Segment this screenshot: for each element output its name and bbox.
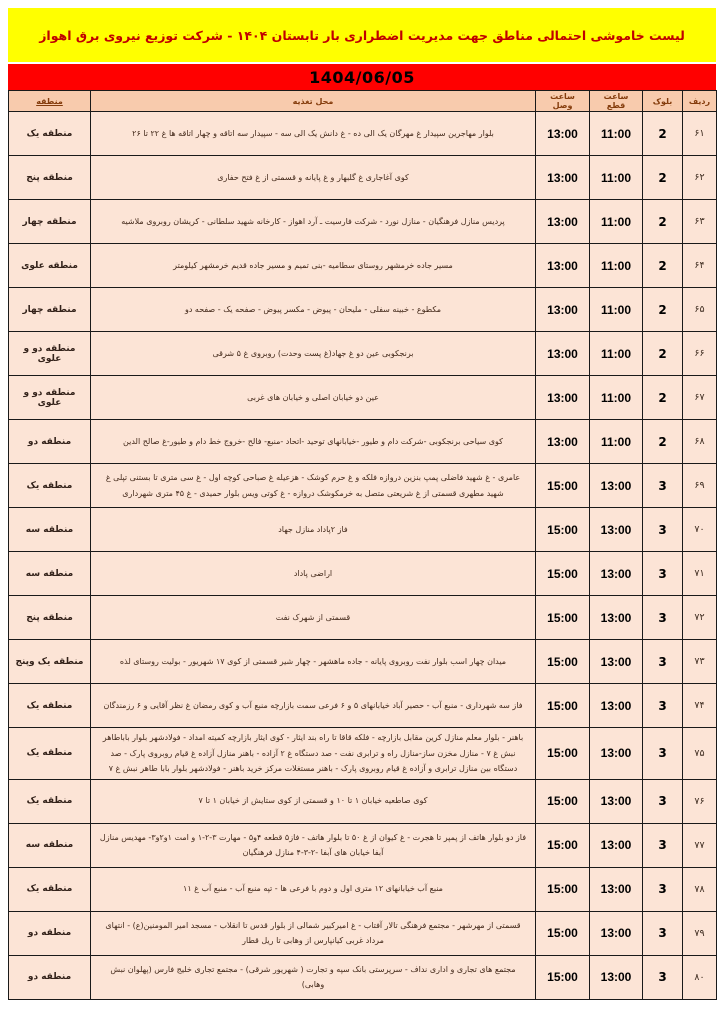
row-number-cell: ۶۴	[683, 244, 717, 288]
block-cell: 3	[643, 728, 683, 780]
block-cell: 2	[643, 288, 683, 332]
table-row	[9, 244, 717, 288]
connect-time-cell: 15:00	[536, 684, 590, 728]
page-title: لیست خاموشی احتمالی مناطق جهت مدیریت اضطراری بار تابستان ۱۴۰۴ - شرکت توزیع نیروی برق اهواز	[39, 27, 685, 43]
table-row	[9, 376, 717, 420]
location-cell: مجتمع های تجاری و اداری نداف - سرپرستی بانک سپه و تجارت ( شهریور شرقی) - مجتمع تجاری خلیج فارس (پهلوان نبش وهابی)	[91, 955, 536, 999]
cut-time-cell: 11:00	[590, 288, 643, 332]
table-row	[9, 508, 717, 552]
col-header-connect-time-label: ساعت وصل	[550, 92, 575, 110]
table-row	[9, 200, 717, 244]
block-cell: 3	[643, 779, 683, 823]
block-cell: 3	[643, 552, 683, 596]
region-cell: منطقه چهار	[9, 200, 91, 244]
table-row	[9, 420, 717, 464]
block-cell: 3	[643, 596, 683, 640]
row-number-cell: ۷۶	[683, 779, 717, 823]
block-cell: 3	[643, 464, 683, 508]
table-row	[9, 288, 717, 332]
connect-time-cell: 15:00	[536, 867, 590, 911]
location-cell: میدان چهار اسب بلوار نفت روبروی پایانه - جاده ماهشهر - چهار شیر قسمتی از کوی ۱۷ شهریور - بولیت روستای لذه	[91, 640, 536, 684]
region-cell: منطقه یک	[9, 728, 91, 780]
row-number-cell: ۷۸	[683, 867, 717, 911]
row-number-cell: ۷۱	[683, 552, 717, 596]
cut-time-cell: 11:00	[590, 200, 643, 244]
connect-time-cell: 15:00	[536, 464, 590, 508]
location-cell: عامری - غ شهید فاضلی پمپ بنزین دروازه فلکه و غ حرم کوشک - هزعیله غ صباحی کوچه اول - غ سی متری تا بستنی تپلی غ شهید مطهری قسمتی از غ شریعتی متصل به خرمکوشک دروازه - غ کوتی ویس بلوار حمیدی - غ ۴۵ متری شهرداری	[91, 464, 536, 508]
col-header-region-label: منطقه	[36, 96, 63, 106]
table-row	[9, 823, 717, 867]
col-header-cut-time	[590, 91, 643, 112]
outage-sheet	[8, 8, 716, 1000]
region-cell: منطقه دو و علوی	[9, 376, 91, 420]
region-cell: منطقه یک	[9, 779, 91, 823]
location-cell: باهنر - بلوار معلم منازل کرین مقابل بازارچه - فلکه قاقا تا راه بند ایثار - کوی ایثار بازارچه کمیته امداد - فولادشهر بلوار باباطاهر نبش غ ۷ - منازل مخزن ساز-منازل راه و ترابری نفت - صد دستگاه غ ۲ آزاده - باهنر منازل آزاده غ قیام روبروی پارک - صد دستگاه بین منازل ترابری و آزاده غ قیام روبروی پارک - باهنر مستغلات مرکز خرید باهنر - فولادشهر بلوار بابا طاهر نبش غ ۷	[91, 728, 536, 780]
row-number-cell: ۶۸	[683, 420, 717, 464]
table-row	[9, 911, 717, 955]
table-row	[9, 156, 717, 200]
row-number-cell: ۷۴	[683, 684, 717, 728]
location-cell: اراضی پاداد	[91, 552, 536, 596]
cut-time-cell: 11:00	[590, 244, 643, 288]
block-cell: 2	[643, 200, 683, 244]
cut-time-cell: 11:00	[590, 420, 643, 464]
cut-time-cell: 13:00	[590, 955, 643, 999]
location-cell: فاز سه شهرداری - منبع آب - حصیر آباد خیابانهای ۵ و ۶ فرعی سمت بازارچه منبع آب و کوی رمضان غ نظر آقایی و ۶ رزمندگان	[91, 684, 536, 728]
cut-time-cell: 11:00	[590, 376, 643, 420]
connect-time-cell: 15:00	[536, 779, 590, 823]
connect-time-cell: 13:00	[536, 200, 590, 244]
row-number-cell: ۸۰	[683, 955, 717, 999]
cut-time-cell: 11:00	[590, 156, 643, 200]
cut-time-cell: 13:00	[590, 464, 643, 508]
connect-time-cell: 15:00	[536, 552, 590, 596]
block-cell: 2	[643, 420, 683, 464]
region-cell: منطقه علوی	[9, 244, 91, 288]
region-cell: منطقه یک	[9, 464, 91, 508]
table-row	[9, 640, 717, 684]
row-number-cell: ۶۱	[683, 112, 717, 156]
table-row	[9, 112, 717, 156]
table-row	[9, 332, 717, 376]
col-header-block	[643, 91, 683, 112]
row-number-cell: ۷۲	[683, 596, 717, 640]
row-number-cell: ۶۶	[683, 332, 717, 376]
block-cell: 3	[643, 823, 683, 867]
row-number-cell: ۷۳	[683, 640, 717, 684]
col-header-block-label: بلوک	[652, 96, 673, 106]
block-cell: 3	[643, 911, 683, 955]
table-header-row	[9, 91, 717, 112]
block-cell: 2	[643, 156, 683, 200]
cut-time-cell: 13:00	[590, 911, 643, 955]
connect-time-cell: 15:00	[536, 911, 590, 955]
col-header-row-number-label: ردیف	[688, 96, 711, 106]
row-number-cell: ۶۹	[683, 464, 717, 508]
region-cell: منطقه پنج	[9, 596, 91, 640]
cut-time-cell: 13:00	[590, 552, 643, 596]
row-number-cell: ۶۷	[683, 376, 717, 420]
connect-time-cell: 15:00	[536, 955, 590, 999]
connect-time-cell: 15:00	[536, 823, 590, 867]
region-cell: منطقه چهار	[9, 288, 91, 332]
location-cell: فاز دو بلوار هاتف از پمپر تا هجرت - غ کیوان از غ ۵۰ تا بلوار هاتف - فاز۵ قطعه ۴و۵ - مهارت ۳-۲-۱ و امت ۱و۲و۳- مهدیس منازل آبفا خیابان های آبفا -۲-۳-۴ منازل فرهنگیان	[91, 823, 536, 867]
cut-time-cell: 13:00	[590, 728, 643, 780]
connect-time-cell: 13:00	[536, 288, 590, 332]
region-cell: منطقه سه	[9, 508, 91, 552]
sheet-title-bar	[8, 8, 716, 62]
row-number-cell: ۶۵	[683, 288, 717, 332]
location-cell: فاز ۲پاداد منازل جهاد	[91, 508, 536, 552]
table-body	[9, 112, 717, 1000]
table-row	[9, 684, 717, 728]
col-header-cut-time-label: ساعت قطع	[603, 92, 629, 110]
region-cell: منطقه دو	[9, 911, 91, 955]
location-cell: قسمتی از مهرشهر - مجتمع فرهنگی تالار آفتاب - غ امیرکبیر شمالی از بلوار قدس تا انقلاب - مسجد امیر المومنین(ع) - انتهای مرداد غربی کیانپارس از وهابی تا ریل قطار	[91, 911, 536, 955]
block-cell: 3	[643, 508, 683, 552]
block-cell: 2	[643, 332, 683, 376]
location-cell: مسیر جاده خرمشهر روستای سطامیه -بنی تمیم و مسیر جاده قدیم خرمشهر کیلومتر	[91, 244, 536, 288]
location-cell: مکطوع - خبینه سفلی - ملیحان - پیوض - مکسر پیوض - صفحه یک - صفحه دو	[91, 288, 536, 332]
block-cell: 2	[643, 112, 683, 156]
location-cell: کوی سیاحی برنجکوبی -شرکت دام و طیور -خیابانهای توحید -اتحاد -منبع- فالح -خروج خط دام و طیور-غ صالح الدین	[91, 420, 536, 464]
cut-time-cell: 13:00	[590, 779, 643, 823]
block-cell: 2	[643, 376, 683, 420]
location-cell: کوی آغاجاری غ گلبهار و غ پایانه و قسمتی از غ فتح حفاری	[91, 156, 536, 200]
location-cell: منبع آب خیابانهای ۱۲ متری اول و دوم با فرعی ها - تپه منبع آب - منبع آب غ ۱۱	[91, 867, 536, 911]
connect-time-cell: 13:00	[536, 420, 590, 464]
row-number-cell: ۷۷	[683, 823, 717, 867]
cut-time-cell: 13:00	[590, 684, 643, 728]
region-cell: منطقه سه	[9, 552, 91, 596]
region-cell: منطقه یک	[9, 112, 91, 156]
location-cell: پردیس منازل فرهنگیان - منازل نورد - شرکت فارسیت ـ آرد اهواز - کارخانه شهید سلطانی - کریشان روبروی ملاشیه	[91, 200, 536, 244]
col-header-location	[91, 91, 536, 112]
connect-time-cell: 15:00	[536, 640, 590, 684]
date-value: 1404/06/05	[309, 67, 415, 87]
region-cell: منطقه سه	[9, 823, 91, 867]
location-cell: کوی صاطعیه خیابان ۱ تا ۱۰ و قسمتی از کوی ستایش از خیابان ۱ تا ۷	[91, 779, 536, 823]
location-cell: برنجکوبی عین دو غ جهاد(غ پست وحدت) روبروی غ ۵ شرقی	[91, 332, 536, 376]
cut-time-cell: 13:00	[590, 508, 643, 552]
row-number-cell: ۷۹	[683, 911, 717, 955]
row-number-cell: ۶۳	[683, 200, 717, 244]
cut-time-cell: 13:00	[590, 867, 643, 911]
col-header-connect-time	[536, 91, 590, 112]
connect-time-cell: 15:00	[536, 508, 590, 552]
table-row	[9, 552, 717, 596]
region-cell: منطقه یک وپنج	[9, 640, 91, 684]
cut-time-cell: 11:00	[590, 332, 643, 376]
cut-time-cell: 13:00	[590, 640, 643, 684]
region-cell: منطقه دو	[9, 420, 91, 464]
region-cell: منطقه یک	[9, 684, 91, 728]
table-row	[9, 728, 717, 780]
row-number-cell: ۷۵	[683, 728, 717, 780]
row-number-cell: ۶۲	[683, 156, 717, 200]
block-cell: 3	[643, 867, 683, 911]
cut-time-cell: 13:00	[590, 596, 643, 640]
table-row	[9, 779, 717, 823]
connect-time-cell: 15:00	[536, 728, 590, 780]
col-header-row-number	[683, 91, 717, 112]
location-cell: عین دو خیابان اصلی و خیابان های غربی	[91, 376, 536, 420]
block-cell: 3	[643, 955, 683, 999]
connect-time-cell: 13:00	[536, 376, 590, 420]
col-header-region	[9, 91, 91, 112]
region-cell: منطقه دو و علوی	[9, 332, 91, 376]
connect-time-cell: 15:00	[536, 596, 590, 640]
region-cell: منطقه پنج	[9, 156, 91, 200]
block-cell: 2	[643, 244, 683, 288]
table-row	[9, 464, 717, 508]
connect-time-cell: 13:00	[536, 156, 590, 200]
cut-time-cell: 11:00	[590, 112, 643, 156]
row-number-cell: ۷۰	[683, 508, 717, 552]
table-row	[9, 596, 717, 640]
cut-time-cell: 13:00	[590, 823, 643, 867]
region-cell: منطقه یک	[9, 867, 91, 911]
location-cell: قسمتی از شهرک نفت	[91, 596, 536, 640]
block-cell: 3	[643, 640, 683, 684]
date-bar	[8, 64, 716, 90]
connect-time-cell: 13:00	[536, 332, 590, 376]
location-cell: بلوار مهاجرین سپیدار غ مهرگان یک الی ده - غ دانش یک الی سه - سپیدار سه اتاقه و چهار اتاقه ها غ ۲۲ تا ۲۶	[91, 112, 536, 156]
col-header-location-label: محل تغذیه	[292, 96, 334, 106]
connect-time-cell: 13:00	[536, 112, 590, 156]
table-row	[9, 867, 717, 911]
outage-table	[8, 90, 717, 1000]
block-cell: 3	[643, 684, 683, 728]
connect-time-cell: 13:00	[536, 244, 590, 288]
region-cell: منطقه دو	[9, 955, 91, 999]
table-row	[9, 955, 717, 999]
